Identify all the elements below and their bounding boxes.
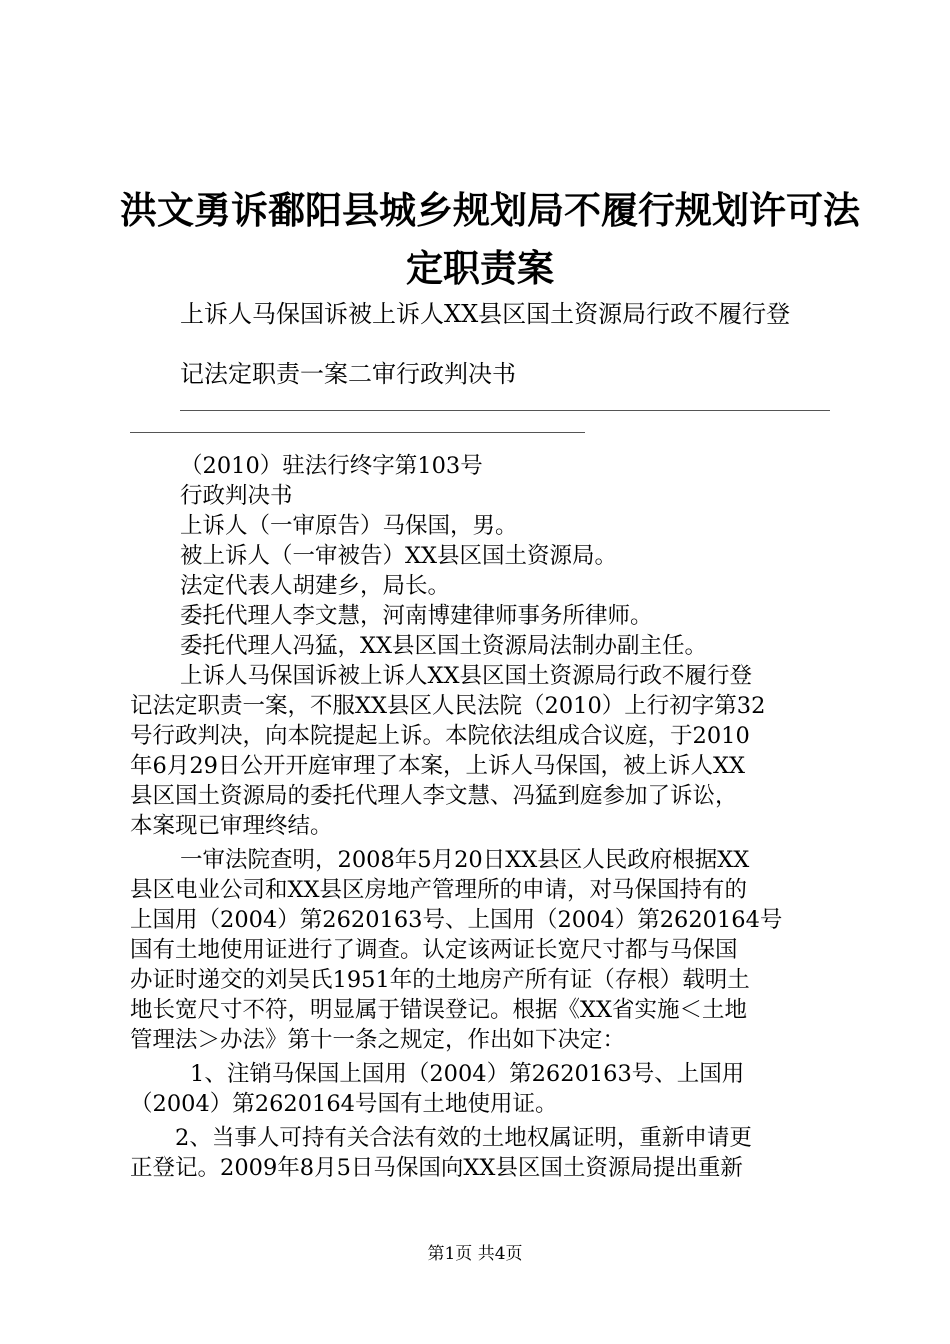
page-number-footer: 第1页 共4页	[427, 1244, 523, 1264]
paragraph-line: 国有土地使用证进行了调查。认定该两证长宽尺寸都与马保国	[130, 937, 738, 963]
paragraph-line: 记法定职责一案，不服XX县区人民法院（2010）上行初字第32	[130, 693, 766, 719]
legal-representative: 法定代表人胡建乡，局长。	[180, 573, 451, 599]
paragraph-line: 本案现已审理终结。	[130, 813, 333, 839]
document-title-line-2: 定职责案	[406, 246, 554, 290]
decision-item-1: 1、注销马保国上国用（2004）第2620163号、上国用	[190, 1061, 745, 1087]
agent-1: 委托代理人李文慧，河南博建律师事务所律师。	[180, 603, 653, 629]
paragraph-line: 办证时递交的刘吴氏1951年的土地房产所有证（存根）载明土	[130, 967, 750, 993]
paragraph-line: 管理法＞办法》第十一条之规定，作出如下决定：	[130, 1027, 626, 1053]
paragraph-line: 县区国土资源局的委托代理人李文慧、冯猛到庭参加了诉讼，	[130, 783, 738, 809]
party-appellant: 上诉人（一审原告）马保国，男。	[180, 513, 518, 539]
subtitle-line-1: 上诉人马保国诉被上诉人XX县区国土资源局行政不履行登	[180, 300, 791, 328]
document-title-line-1: 洪文勇诉鄱阳县城乡规划局不履行规划许可法	[120, 188, 860, 232]
agent-2: 委托代理人冯猛，XX县区国土资源局法制办副主任。	[180, 633, 708, 659]
decision-item-1-continued: （2004）第2620164号国有土地使用证。	[130, 1091, 558, 1117]
separator-rule-top	[180, 410, 830, 411]
paragraph-line: 上国用（2004）第2620163号、上国用（2004）第2620164号	[130, 907, 783, 933]
paragraph-line: 号行政判决，向本院提起上诉。本院依法组成合议庭，于2010	[130, 723, 750, 749]
decision-item-2: 2、当事人可持有关合法有效的土地权属证明，重新申请更	[175, 1125, 752, 1151]
paragraph-line: 地长宽尺寸不符，明显属于错误登记。根据《XX省实施＜土地	[130, 997, 748, 1023]
party-appellee: 被上诉人（一审被告）XX县区国土资源局。	[180, 543, 618, 569]
document-type: 行政判决书	[180, 483, 293, 509]
case-number: （2010）驻法行终字第103号	[180, 453, 483, 479]
subtitle-line-2: 记法定职责一案二审行政判决书	[180, 360, 516, 388]
decision-item-2-continued: 正登记。2009年8月5日马保国向XX县区国土资源局提出重新	[130, 1155, 743, 1181]
paragraph-line: 年6月29日公开开庭审理了本案，上诉人马保国，被上诉人XX	[130, 753, 745, 779]
paragraph-line: 上诉人马保国诉被上诉人XX县区国土资源局行政不履行登	[180, 663, 753, 689]
paragraph-line: 县区电业公司和XX县区房地产管理所的申请，对马保国持有的	[130, 877, 748, 903]
separator-rule-bottom	[130, 432, 585, 433]
paragraph-line: 一审法院查明，2008年5月20日XX县区人民政府根据XX	[180, 847, 750, 873]
